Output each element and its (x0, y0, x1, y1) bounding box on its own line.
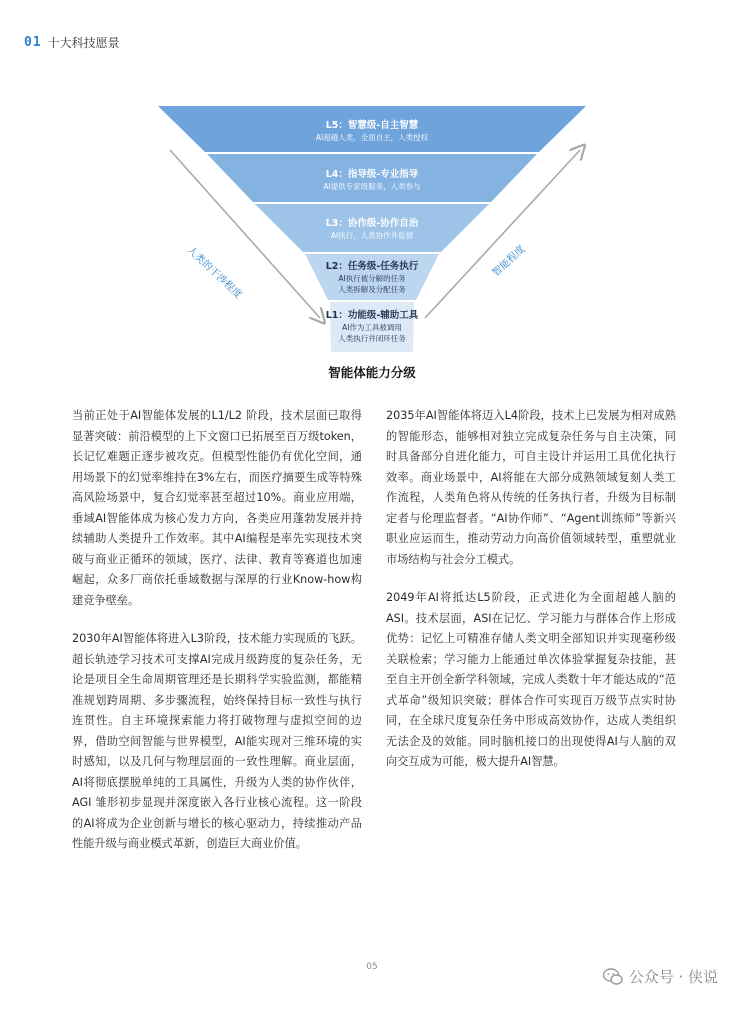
level-name: L4：指导级-专业指导 (325, 169, 419, 180)
wechat-icon (603, 968, 623, 986)
pyramid-label-l5 (0, 119, 744, 143)
pyramid-label-l1 (0, 309, 744, 344)
watermark-text: 公众号 · 侠说 (628, 968, 718, 986)
level-desc: 人类执行并闭环任务 (338, 334, 406, 343)
paragraph: 当前正处于AI智能体发展的L1/L2 阶段，技术层面已取得显著突破：前沿模型的上下文窗口已拓展至百万级token，长记忆难题正逐步被攻克。但模型性能仍有优化空间，通用场景下的幻觉率维持在3%左右，而医疗摘要生成等特殊高风险场景中，复合幻觉率甚至超过10%。商业应用端，垂域AI智能体成为核心发力方向，各类应用蓬勃发展并持续辅助人类提升工作效率。其中AI编程是率先实现技术突破与商业正循环的领域，医疗、法律、教育等赛道也加速崛起，众多厂商依托垂域数据与深厚的行业Know-how构建竞争壁垒。 (72, 409, 362, 607)
capability-pyramid-diagram (0, 0, 744, 400)
diagram-title: 智能体能力分级 (328, 365, 416, 380)
pyramid-label-l2 (0, 260, 744, 295)
watermark (603, 966, 718, 987)
level-desc: 人类拆解及分配任务 (338, 285, 406, 294)
left-column (72, 406, 362, 873)
pyramid-label-l3 (0, 217, 744, 241)
level-name: L2：任务级-任务执行 (325, 261, 419, 272)
paragraph: 2030年AI智能体将进入L3阶段，技术能力实现质的飞跃。超长轨迹学习技术可支撑AI完成月级跨度的复杂任务，无论是项目全生命周期管理还是长期科学实验监测，都能精准规划跨周期、多步骤流程，始终保持目标一致性与执行连贯性。自主环境探索能力将打破物理与虚拟空间的边界，借助空间智能与世界模型，AI能实现对三维环境的实时感知，以及几何与物理层面的一致性理解。商业层面，AI将彻底摆脱单纯的工具属性，升级为人类的协作伙伴，AGI 雏形初步显现并深度嵌入各行业核心流程。这一阶段的AI将成为企业创新与增长的核心驱动力，持续推动产品性能升级与商业模式革新，创造巨大商业价值。 (72, 632, 362, 850)
paragraph: 2035年AI智能体将迈入L4阶段，技术上已发展为相对成熟的智能形态，能够相对独立完成复杂任务与自主决策，同时具备部分自进化能力，可自主设计并运用工具优化执行效率。商业场景中，AI将能在大部分成熟领域复刻人类工作流程，人类角色将从传统的任务执行者，升级为目标制定者与伦理监督者。“AI协作师”、“Agent训练师”等新兴职业应运而生，推动劳动力向高价值领域转型，重塑就业市场结构与社会分工模式。 (386, 409, 676, 566)
level-desc: AI执行被分解的任务 (338, 274, 406, 283)
paragraph: 2049年AI将抵达L5阶段，正式进化为全面超越人脑的ASI。技术层面，ASI在记忆、学习能力与群体合作上形成优势：记忆上可精准存储人类文明全部知识并实现毫秒级关联检索；学习能力上能通过单次体验掌握复杂技能，甚至自主开创全新学科领域，完成人类数十年才能达成的“范式革命”级知识突破；群体合作可实现百万级节点实时协同，在全球尺度复杂任务中形成高效协作，达成人类组织无法企及的效能。同时脑机接口的出现使得AI与人脑的双向交互成为可能，极大提升AI智慧。 (386, 591, 676, 768)
chapter-title: 十大科技愿景 (47, 36, 120, 50)
human-intervention-axis-label: 人类的干涉程度 (184, 244, 244, 301)
level-desc: AI提供专家级服务，人类参与 (323, 182, 421, 191)
level-name: L1：功能级-辅助工具 (325, 310, 419, 321)
level-desc: AI超越人类，全面自主，人类授权 (315, 133, 429, 142)
level-name: L3：协作级-协作自治 (325, 218, 419, 229)
right-column (386, 406, 676, 791)
level-name: L5：智慧级-自主智慧 (325, 120, 419, 131)
pyramid-label-l4 (0, 168, 744, 192)
level-desc: AI作为工具被调用 (342, 323, 402, 332)
chapter-number: 01 (24, 35, 42, 50)
page-number: 05 (366, 962, 378, 972)
level-desc: AI执行，人类协作并监督 (330, 231, 414, 240)
intelligence-axis-label: 智能程度 (490, 243, 528, 279)
